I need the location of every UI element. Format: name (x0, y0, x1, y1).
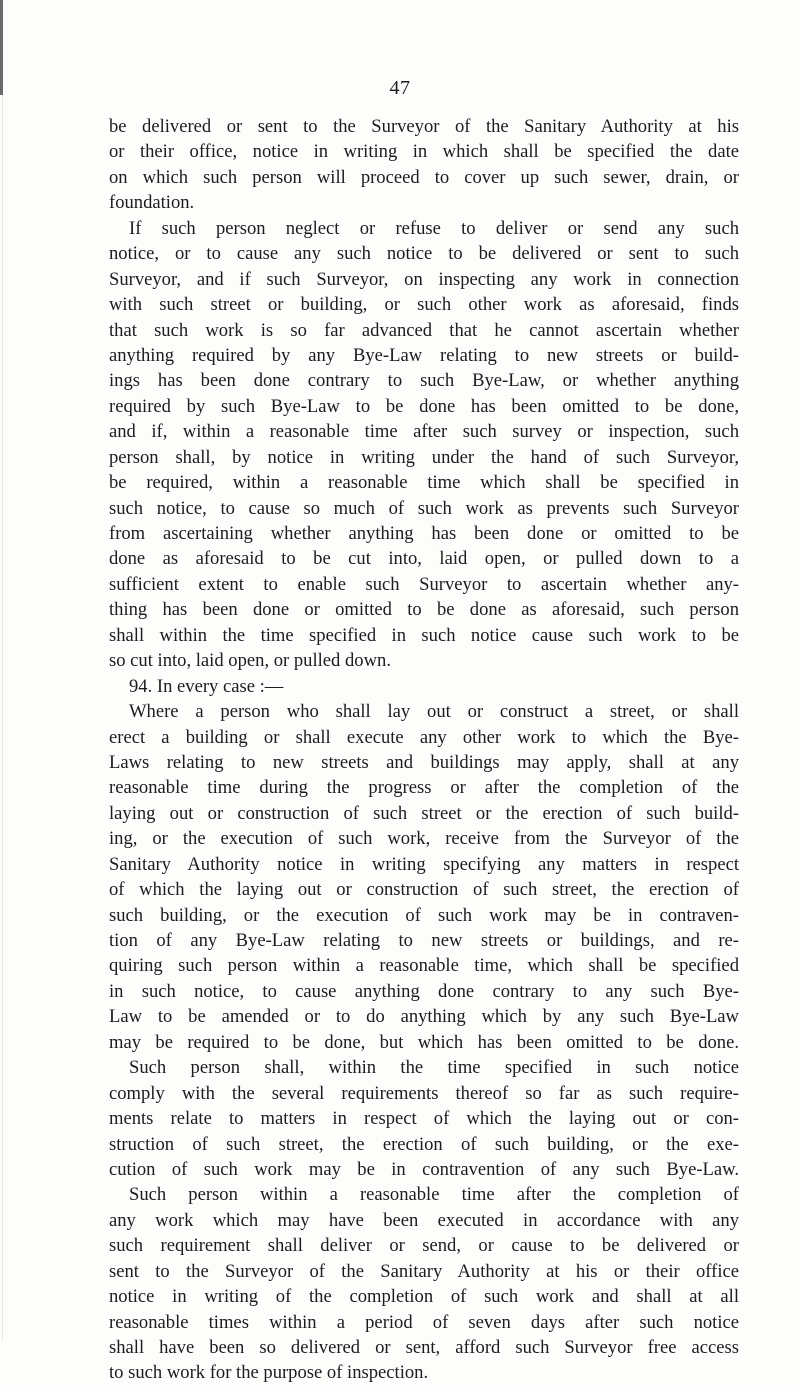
text-line: reasonable times within a period of seven days after such notice (109, 1311, 739, 1333)
text-line: Such person shall, within the time specified in such notice (129, 1057, 739, 1079)
text-line: required by such Bye-Law to be done has been omitted to be done, (109, 395, 739, 417)
text-line: done as aforesaid to be cut into, laid open, or pulled down to a (109, 548, 739, 570)
text-line: any work which may have been executed in accordance with any (109, 1209, 739, 1231)
text-line: so cut into, laid open, or pulled down. (109, 650, 391, 672)
text-line: to such work for the purpose of inspection. (109, 1362, 429, 1384)
text-line: shall have been so delivered or sent, afford such Surveyor free access (109, 1337, 739, 1358)
page-number: 47 (389, 77, 411, 99)
text-line: ing, or the execution of such work, receive from the Surveyor of the (109, 828, 739, 850)
text-line: Law to be amended or to do anything which by any such Bye-Law (109, 1006, 739, 1028)
text-line: and if, within a reasonable time after such survey or inspection, such (109, 421, 739, 443)
text-line: Such person within a reasonable time after the completion of (129, 1184, 739, 1206)
text-line: quiring such person within a reasonable time, which shall be specified (109, 955, 739, 977)
text-line: anything required by any Bye-Law relating to new streets or build- (109, 344, 739, 366)
text-line: struction of such street, the erection of such building, or the exe- (109, 1133, 739, 1155)
text-line: from ascertaining whether anything has been done or omitted to be (109, 523, 739, 544)
section-heading-94: 94. In every case :— (129, 675, 284, 697)
text-line: such building, or the execution of such work may be in contraven- (109, 904, 739, 926)
text-line: ments relate to matters in respect of which the laying out or con- (109, 1108, 739, 1130)
text-line: notice in writing of the completion of such work and shall at all (109, 1286, 739, 1308)
text-line: laying out or construction of such street or the erection of such build- (109, 802, 739, 824)
text-line: sufficient extent to enable such Surveyor to ascertain whether any- (109, 573, 739, 595)
text-line: in such notice, to cause anything done contrary to any such Bye- (109, 980, 739, 1002)
text-line: tion of any Bye-Law relating to new streets or buildings, and re- (109, 930, 739, 951)
text-line: person shall, by notice in writing under the hand of such Surveyor, (109, 446, 739, 468)
text-line: reasonable time during the progress or after the completion of the (109, 777, 739, 799)
text-line: shall within the time specified in such notice cause such work to be (109, 624, 739, 646)
text-line: be delivered or sent to the Surveyor of the Sanitary Authority at his (109, 116, 739, 137)
text-line: erect a building or shall execute any other work to which the Bye- (109, 726, 739, 748)
text-line: on which such person will proceed to cover up such sewer, drain, or (109, 166, 739, 188)
text-line: Surveyor, and if such Surveyor, on inspecting any work in connection (109, 268, 739, 290)
text-line: such notice, to cause so much of such work as prevents such Surveyor (109, 497, 739, 519)
text-line: cution of such work may be in contravention of any such Bye-Law. (109, 1158, 739, 1180)
text-line: comply with the several requirements thereof so far as such require- (109, 1082, 739, 1104)
text-line: ings has been done contrary to such Bye-Law, or whether anything (109, 370, 739, 392)
text-line: of which the laying out or construction of such street, the erection of (109, 879, 739, 901)
text-line: such requirement shall deliver or send, or cause to be delivered or (109, 1235, 739, 1257)
text-line: may be required to be done, but which has been omitted to be done. (109, 1031, 739, 1053)
text-line: Where a person who shall lay out or construct a street, or shall (129, 701, 739, 723)
text-line: or their office, notice in writing in which shall be specified the date (109, 141, 739, 163)
page-edge-line (2, 95, 3, 1342)
text-line: sent to the Surveyor of the Sanitary Authority at his or their office (109, 1260, 739, 1282)
text-line: be required, within a reasonable time which shall be specified in (109, 472, 739, 494)
text-line: that such work is so far advanced that he cannot ascertain whether (109, 319, 739, 341)
body-text (109, 114, 739, 1386)
text-line: If such person neglect or refuse to deliver or send any such (129, 217, 739, 239)
text-line: Laws relating to new streets and buildings may apply, shall at any (109, 751, 739, 773)
text-line: thing has been done or omitted to be done as aforesaid, such person (109, 599, 739, 621)
text-line: Sanitary Authority notice in writing specifying any matters in respect (109, 853, 739, 875)
text-line: foundation. (109, 192, 195, 214)
text-line: notice, or to cause any such notice to be delivered or sent to such (109, 243, 739, 265)
text-line: with such street or building, or such other work as aforesaid, finds (109, 294, 739, 316)
